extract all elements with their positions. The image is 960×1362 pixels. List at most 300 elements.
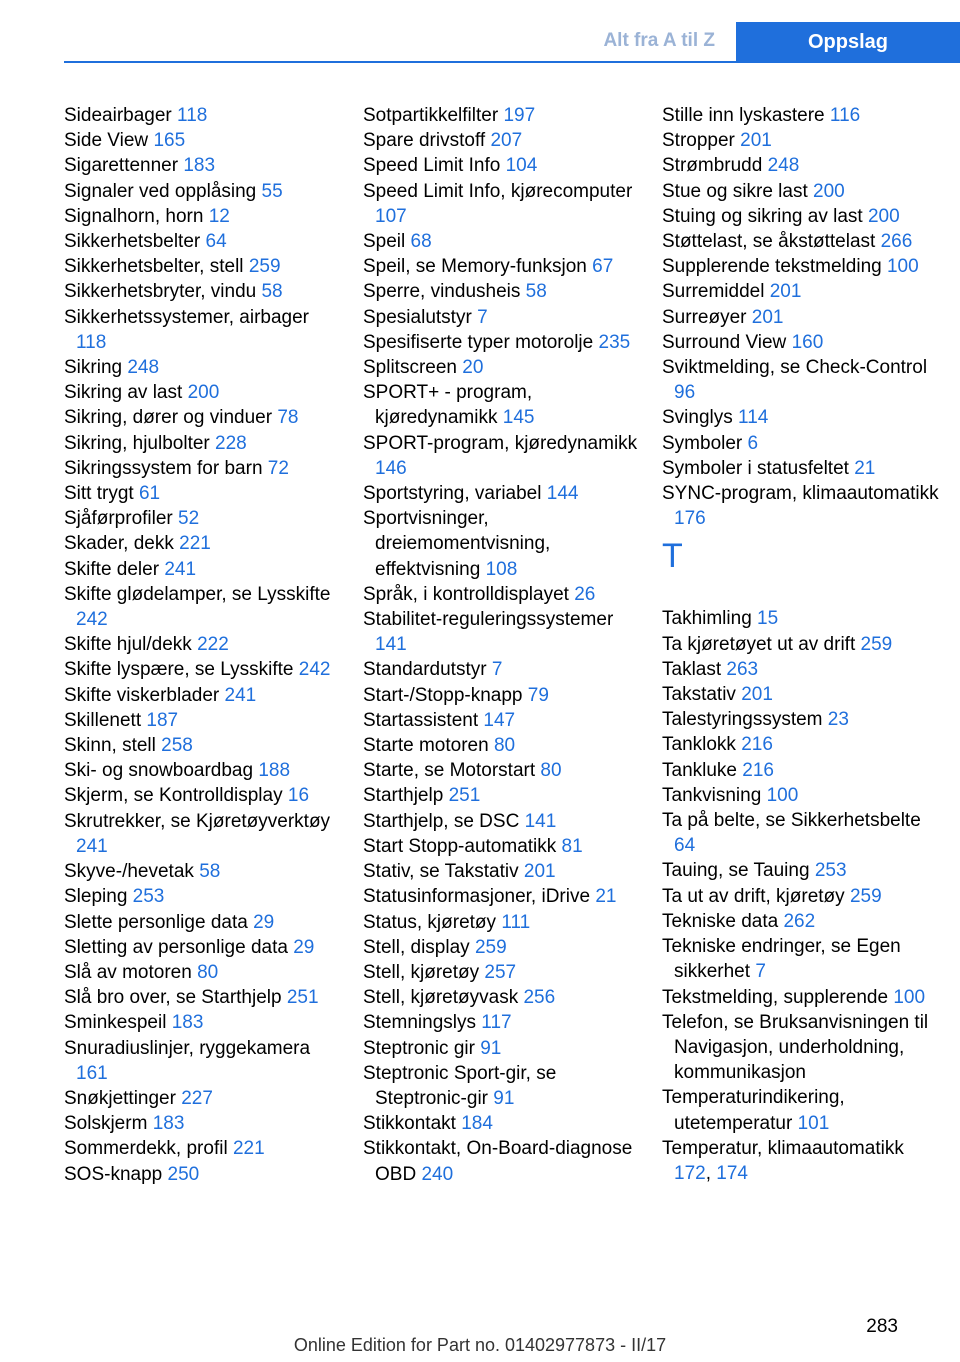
index-term: Sviktmelding, se Check-Control [662, 357, 928, 379]
index-entry [64, 657, 344, 682]
index-entry [363, 809, 648, 834]
page-reference-link[interactable]: 117 [481, 1012, 512, 1034]
page-reference-link[interactable]: 78 [277, 407, 299, 429]
index-entry [64, 103, 344, 128]
index-term: Skifte viskerblader [64, 684, 220, 706]
index-entry [64, 380, 344, 405]
index-term: Sikringssystem for barn [64, 457, 263, 479]
page-reference-link[interactable]: 251 [448, 785, 481, 807]
index-entry [363, 607, 648, 657]
page-reference-link[interactable]: 144 [546, 483, 579, 505]
index-term: Skifte lyspære, se Lysskifte [64, 659, 294, 681]
index-entry [662, 103, 942, 128]
index-term: Ta kjøretøyet ut av drift [662, 633, 856, 655]
index-entry [64, 128, 344, 153]
page-reference-link[interactable]: 262 [783, 910, 816, 932]
index-entry [64, 809, 344, 859]
page-reference-link[interactable]: 207 [490, 130, 523, 152]
page-reference-link[interactable]: 64 [205, 231, 227, 253]
index-entry [662, 305, 942, 330]
index-entry [662, 1010, 942, 1086]
index-term: Sotpartikkelfilter [363, 105, 499, 126]
index-entry [662, 254, 942, 279]
index-entry [363, 279, 648, 304]
page-reference-link[interactable]: 146 [375, 457, 407, 479]
page-reference-link[interactable]: 201 [769, 281, 802, 303]
page-reference-link[interactable]: 80 [540, 760, 562, 782]
page-reference-link[interactable]: 183 [171, 1012, 204, 1034]
index-entry [662, 456, 942, 481]
index-entry [64, 355, 344, 380]
page-reference-link[interactable]: 183 [183, 155, 216, 177]
index-entry [662, 884, 942, 909]
index-term: Surremiddel [662, 281, 765, 303]
index-term: SYNC-program, klimaautomatikk [662, 483, 939, 505]
index-term: Skifte glødelamper, se Lysskifte [64, 583, 331, 605]
index-entry [662, 606, 942, 631]
page-reference-link[interactable]: 242 [76, 609, 108, 631]
page-reference-link[interactable]: 200 [867, 205, 900, 227]
index-term: Sikring, hjulbolter [64, 432, 210, 454]
index-entry [64, 582, 344, 632]
index-entry [64, 985, 344, 1010]
footer [0, 1335, 960, 1356]
index-term: Tekniske data [662, 910, 779, 932]
index-term: Steptronic gir [363, 1037, 475, 1059]
page-reference-link[interactable]: 7 [477, 306, 488, 328]
page-reference-link[interactable]: 216 [742, 759, 774, 781]
page-reference-link[interactable]: 197 [503, 105, 536, 126]
page-reference-link[interactable]: 118 [177, 105, 208, 126]
index-entry: Temperatur, klimaautomatikk 172, 174 [662, 1137, 904, 1184]
index-entry [363, 153, 648, 178]
index-entry [662, 153, 942, 178]
index-entry [363, 179, 648, 229]
page-reference-link[interactable]: 7 [755, 961, 766, 983]
index-entry [363, 708, 648, 733]
index-column-2 [363, 103, 648, 1187]
page-reference-link[interactable]: 228 [215, 432, 247, 454]
page-reference-link[interactable]: 241 [164, 558, 197, 580]
page-reference-link[interactable]: 100 [886, 256, 919, 278]
index-entry [662, 1085, 942, 1135]
index-entry [363, 355, 648, 380]
index-entry [662, 758, 942, 783]
page-reference-link[interactable]: 67 [592, 256, 614, 278]
index-term: Tekstmelding, supplerende [662, 986, 889, 1008]
index-term: Skrutrekker, se Kjøretøyverktøy [64, 810, 331, 832]
index-entry [363, 330, 648, 355]
index-term: Sikkerhetsbelter [64, 231, 201, 253]
index-term: Sikkerhetssystemer, airbager [64, 306, 309, 328]
index-entry [363, 758, 648, 783]
page-reference-link[interactable]: 201 [751, 306, 784, 328]
index-entry [662, 279, 942, 304]
index-entry [662, 330, 942, 355]
page-reference-link[interactable]: 21 [854, 457, 876, 479]
page-reference-link[interactable]: 23 [827, 709, 849, 731]
index-term: Sleping [64, 886, 128, 908]
page-reference-link[interactable]: 91 [493, 1087, 515, 1109]
index-term: Sikring [64, 357, 123, 379]
footer-edition: Online Edition for Part no. 01402977873 - II/17 [293, 1335, 667, 1355]
page-reference-link[interactable]: 96 [674, 382, 696, 404]
index-term: Stabilitet-reguleringssystemer [363, 609, 614, 631]
page-reference-link[interactable]: 161 [76, 1062, 108, 1084]
page-reference-link[interactable]: 7 [491, 659, 503, 681]
index-term: Splitscreen [363, 357, 457, 379]
index-entry [363, 254, 648, 279]
page-reference-link[interactable]: 81 [561, 835, 583, 857]
page-reference-link[interactable]: 68 [410, 231, 432, 253]
page-reference-link[interactable]: 26 [574, 583, 596, 605]
page-reference-link[interactable]: 222 [197, 634, 229, 656]
section-tab [736, 22, 960, 63]
index-entry [662, 632, 942, 657]
page-reference-link[interactable]: 240 [421, 1163, 454, 1185]
index-term: Takstativ [662, 684, 736, 706]
index-term: Telefon, se Bruksanvisningen til Navigasjon, underholdning, kommunikasjon [662, 1011, 929, 1084]
index-term: Signalhorn, horn [64, 205, 204, 227]
index-term: Startassistent [363, 709, 479, 731]
index-term: Tanklokk [662, 734, 736, 756]
page-reference-link[interactable]: 58 [525, 281, 547, 303]
index-entry [64, 884, 344, 909]
index-term: Stell, kjøretøy [363, 961, 480, 983]
index-entry [662, 431, 942, 456]
page-reference-link[interactable]: 114 [738, 407, 769, 429]
index-term: Starte, se Motorstart [363, 760, 536, 782]
index-column-1 [64, 103, 344, 1187]
index-entry [363, 380, 648, 430]
page-reference-link[interactable]: 201 [741, 684, 773, 706]
index-term: Sikkerhetsbelter, stell [64, 256, 244, 278]
index-term: Start-/Stopp-knapp [363, 684, 523, 706]
index-entry [662, 732, 942, 757]
page-reference-link[interactable]: 52 [178, 508, 200, 530]
page-reference-link[interactable]: 80 [197, 961, 219, 983]
index-term: Stikkontakt [363, 1113, 456, 1135]
index-term: Stell, display [363, 936, 470, 958]
index-entry [363, 128, 648, 153]
page-reference-link[interactable]: 242 [298, 659, 331, 681]
index-term: Svinglys [662, 407, 733, 429]
page-reference-link[interactable]: 248 [767, 155, 800, 177]
page-reference-link[interactable]: 141 [524, 810, 557, 832]
index-term: Sitt trygt [64, 483, 134, 505]
page-reference-link[interactable]: 111 [501, 911, 531, 933]
page-reference-link[interactable]: 6 [747, 432, 759, 454]
index-entry [662, 858, 942, 883]
page-reference-link[interactable]: 259 [860, 633, 893, 655]
index-term: Sommerdekk, profil [64, 1138, 228, 1160]
index-term: Stille inn lyskastere [662, 105, 825, 126]
index-term: Sikring, dører og vinduer [64, 407, 273, 429]
index-term: Takhimling [662, 608, 752, 630]
index-entry [363, 1111, 648, 1136]
index-term: Ta ut av drift, kjøretøy [662, 885, 845, 907]
index-entry [662, 985, 942, 1010]
index-term: Sjåførprofiler [64, 508, 173, 530]
index-term: Snuradiuslinjer, ryggekamera [64, 1037, 311, 1059]
index-term: Status, kjøretøy [363, 911, 497, 933]
index-entry [363, 783, 648, 808]
page-reference-link[interactable]: 241 [224, 684, 257, 706]
index-term: Signaler ved opplåsing [64, 180, 257, 202]
page-reference-link[interactable]: 55 [261, 180, 283, 202]
page-reference-link[interactable]: 200 [187, 382, 220, 404]
page-reference-link[interactable]: 174 [716, 1162, 748, 1184]
page-reference-link[interactable]: 266 [880, 231, 913, 253]
page-reference-link[interactable]: 160 [791, 331, 824, 353]
index-term: Sportvisninger, dreiemomentvisning, effektvisning [363, 508, 551, 580]
page-reference-link[interactable]: 61 [138, 483, 161, 505]
index-term: Slette personlige data [64, 911, 248, 933]
index-entry [64, 683, 344, 708]
index-entry [363, 506, 648, 582]
index-entry [64, 229, 344, 254]
index-term: Støttelast, se åkstøttelast [662, 231, 876, 253]
page-reference-link[interactable]: 29 [253, 911, 275, 933]
index-term: Sportstyring, variabel [363, 483, 542, 505]
index-term: Supplerende tekstmelding [662, 256, 882, 278]
index-entry [662, 355, 942, 405]
index-term: Speil [363, 231, 406, 253]
page-reference-link[interactable]: 116 [829, 105, 861, 126]
page-reference-link[interactable]: 15 [757, 608, 779, 630]
index-entry [64, 431, 344, 456]
page-reference-link[interactable]: 80 [493, 735, 516, 757]
index-term: Surreøyer [662, 306, 747, 328]
page-reference-link[interactable]: 200 [813, 180, 845, 202]
page-reference-link[interactable]: 16 [287, 785, 310, 807]
index-entry [363, 935, 648, 960]
page-reference-link[interactable]: 263 [726, 658, 759, 680]
index-term: Steptronic Sport-gir, se Steptronic-gir [363, 1062, 557, 1109]
index-entry [662, 909, 942, 934]
page-reference-link[interactable]: 165 [153, 130, 186, 152]
index-term: SPORT-program, kjøredynamikk [363, 432, 638, 454]
page-reference-link[interactable]: 79 [527, 684, 549, 706]
index-entry [363, 657, 648, 682]
index-entry [64, 153, 344, 178]
index-entry [363, 1136, 648, 1186]
index-term: Solskjerm [64, 1113, 148, 1135]
page-reference-link[interactable]: 104 [505, 155, 538, 177]
index-entry [363, 582, 648, 607]
index-entry [662, 405, 942, 430]
page-reference-link[interactable]: 118 [76, 331, 107, 353]
page-reference-link[interactable]: 64 [674, 835, 696, 857]
index-entry [363, 1061, 648, 1111]
index-entry [363, 103, 648, 128]
index-term: Språk, i kontrolldisplayet [363, 583, 569, 605]
page-reference-link[interactable]: 241 [76, 835, 108, 857]
page-reference-link[interactable]: 145 [502, 407, 535, 429]
index-entry [662, 204, 942, 229]
index-term: Slå av motoren [64, 961, 192, 983]
page-reference-link[interactable]: 58 [261, 281, 283, 303]
page-reference-link[interactable]: 184 [461, 1113, 493, 1135]
index-entry [363, 985, 648, 1010]
page-reference-link[interactable]: 259 [248, 256, 281, 278]
index-term: Side View [64, 130, 149, 152]
index-entry [64, 1162, 344, 1187]
index-term: Stell, kjøretøyvask [363, 987, 519, 1009]
index-term: Spesialutstyr [363, 306, 472, 328]
index-term: Stue og sikre last [662, 180, 808, 202]
index-entry [64, 305, 344, 355]
index-term: Snøkjettinger [64, 1087, 176, 1109]
index-entry [363, 834, 648, 859]
index-term: Skjerm, se Kontrolldisplay [64, 785, 283, 807]
index-entry [64, 859, 344, 884]
index-term: Stropper [662, 130, 735, 152]
index-term: Sikring av last [64, 382, 183, 404]
index-term: Speed Limit Info [363, 155, 501, 177]
section-title: Alt fra A til Z [603, 30, 715, 51]
index-term: Start Stopp-automatikk [363, 835, 557, 857]
index-term: Sikkerhetsbryter, vindu [64, 281, 257, 303]
page-reference-link[interactable]: 253 [132, 886, 165, 908]
index-entry [64, 481, 344, 506]
index-term: Symboler i statusfeltet [662, 457, 849, 479]
index-entry [64, 1086, 344, 1111]
index-term: Starthjelp [363, 785, 444, 807]
index-term: Talestyringssystem [662, 709, 823, 731]
index-entry [64, 531, 344, 556]
page-reference-link[interactable]: 107 [375, 205, 407, 227]
index-term: Sletting av personlige data [64, 936, 288, 958]
index-entry [64, 179, 344, 204]
page-reference-link[interactable]: 108 [485, 558, 518, 580]
page-reference-link[interactable]: 187 [146, 709, 179, 731]
page-reference-link[interactable]: 58 [199, 861, 221, 883]
index-entry [64, 758, 344, 783]
index-term: Sperre, vindusheis [363, 281, 521, 303]
index-term: Standardutstyr [363, 659, 487, 681]
page-reference-link[interactable]: 21 [595, 886, 617, 908]
page-reference-link[interactable]: 201 [740, 130, 772, 152]
page-reference-link[interactable]: 176 [674, 508, 706, 530]
index-entry [64, 1010, 344, 1035]
page-reference-link[interactable]: 91 [480, 1037, 502, 1059]
page-reference-link[interactable]: 253 [814, 860, 847, 882]
index-letter-heading: T [662, 537, 683, 576]
index-term: Skader, dekk [64, 533, 174, 555]
index-entry [363, 481, 648, 506]
page-reference-link[interactable]: 258 [161, 735, 193, 757]
index-entry [662, 229, 942, 254]
index-term: Temperaturindikering, utetemperatur [662, 1087, 845, 1134]
index-term: Symboler [662, 432, 743, 454]
index-term: Spesifiserte typer motorolje [363, 331, 594, 353]
index-entry [64, 456, 344, 481]
index-term: Sigarettenner [64, 155, 179, 177]
index-term: Ski- og snowboardbag [64, 760, 254, 782]
index-entry [64, 405, 344, 430]
page-reference-link[interactable]: 235 [598, 331, 631, 353]
page-reference-link[interactable]: 147 [483, 709, 516, 731]
index-term: Skyve-/hevetak [64, 861, 194, 883]
index-entry [64, 1136, 344, 1161]
index-entry [363, 910, 648, 935]
index-term: Skinn, stell [64, 735, 156, 757]
page-reference-link[interactable]: 256 [523, 987, 556, 1009]
page-reference-link[interactable]: 259 [474, 936, 507, 958]
index-term: Slå bro over, se Starthjelp [64, 987, 282, 1009]
index-term: Stikkontakt, On-Board-diagnose OBD [363, 1138, 633, 1185]
index-term: SPORT+ - program, kjøredynamikk [363, 382, 533, 429]
index-entry [363, 884, 648, 909]
index-term: Ta på belte, se Sikkerhetsbelte [662, 810, 921, 832]
index-column-3 [662, 103, 942, 1186]
index-term: Starte motoren [363, 735, 489, 757]
index-entry [64, 506, 344, 531]
index-term: Strømbrudd [662, 155, 763, 177]
index-entry [662, 657, 942, 682]
page-reference-link[interactable]: 221 [179, 533, 211, 555]
page-reference-link[interactable]: 221 [232, 1138, 265, 1160]
index-entry [662, 179, 942, 204]
page-reference-link[interactable]: 251 [286, 987, 319, 1009]
page-reference-link[interactable]: 257 [484, 961, 517, 983]
index-entry [363, 229, 648, 254]
page-reference-link[interactable]: 250 [167, 1163, 200, 1185]
page-reference-link[interactable]: 259 [849, 885, 882, 907]
index-entry [363, 1036, 648, 1061]
page-reference-link[interactable]: 20 [462, 357, 484, 379]
page-reference-link[interactable]: 183 [152, 1113, 185, 1135]
page-reference-link[interactable]: 29 [293, 936, 315, 958]
index-term: Sideairbager [64, 105, 172, 126]
index-term: SOS-knapp [64, 1163, 163, 1185]
page-reference-link[interactable]: 248 [127, 357, 160, 379]
page-reference-link[interactable]: 188 [258, 760, 291, 782]
page-reference-link[interactable]: 141 [375, 634, 407, 656]
page-reference-link[interactable]: 227 [181, 1087, 213, 1109]
index-entry [662, 707, 942, 732]
index-term: Tauing, se Tauing [662, 860, 810, 882]
page-number: 283 [866, 1316, 898, 1337]
index-entry [662, 128, 942, 153]
page-reference-link[interactable]: 172 [674, 1162, 706, 1184]
page-reference-link[interactable]: 100 [893, 986, 926, 1008]
page-reference-link[interactable]: 216 [741, 734, 773, 756]
page-reference-link[interactable]: 101 [797, 1112, 830, 1134]
index-term: Stuing og sikring av last [662, 205, 863, 227]
index-entry [64, 733, 344, 758]
index-term: Spare drivstoff [363, 130, 486, 152]
index-entry [64, 910, 344, 935]
index-entry [662, 481, 942, 531]
index-term: Skifte hjul/dekk [64, 634, 192, 656]
index-term: Statusinformasjoner, iDrive [363, 886, 591, 908]
index-entry [64, 632, 344, 657]
index-term: Starthjelp, se DSC [363, 810, 520, 832]
index-entry [363, 733, 648, 758]
index-term: Taklast [662, 658, 722, 680]
index-term: Stemningslys [363, 1012, 476, 1034]
page-reference-link[interactable]: 100 [766, 784, 799, 806]
index-term: Tekniske endringer, se Egen sikkerhet [662, 936, 901, 983]
page-reference-link[interactable]: 201 [523, 861, 556, 883]
index-entry [64, 1111, 344, 1136]
page-reference-link[interactable]: 12 [208, 205, 230, 227]
page-reference-link[interactable]: 72 [267, 457, 289, 479]
index-entry [64, 279, 344, 304]
index-term: Skillenett [64, 709, 142, 731]
